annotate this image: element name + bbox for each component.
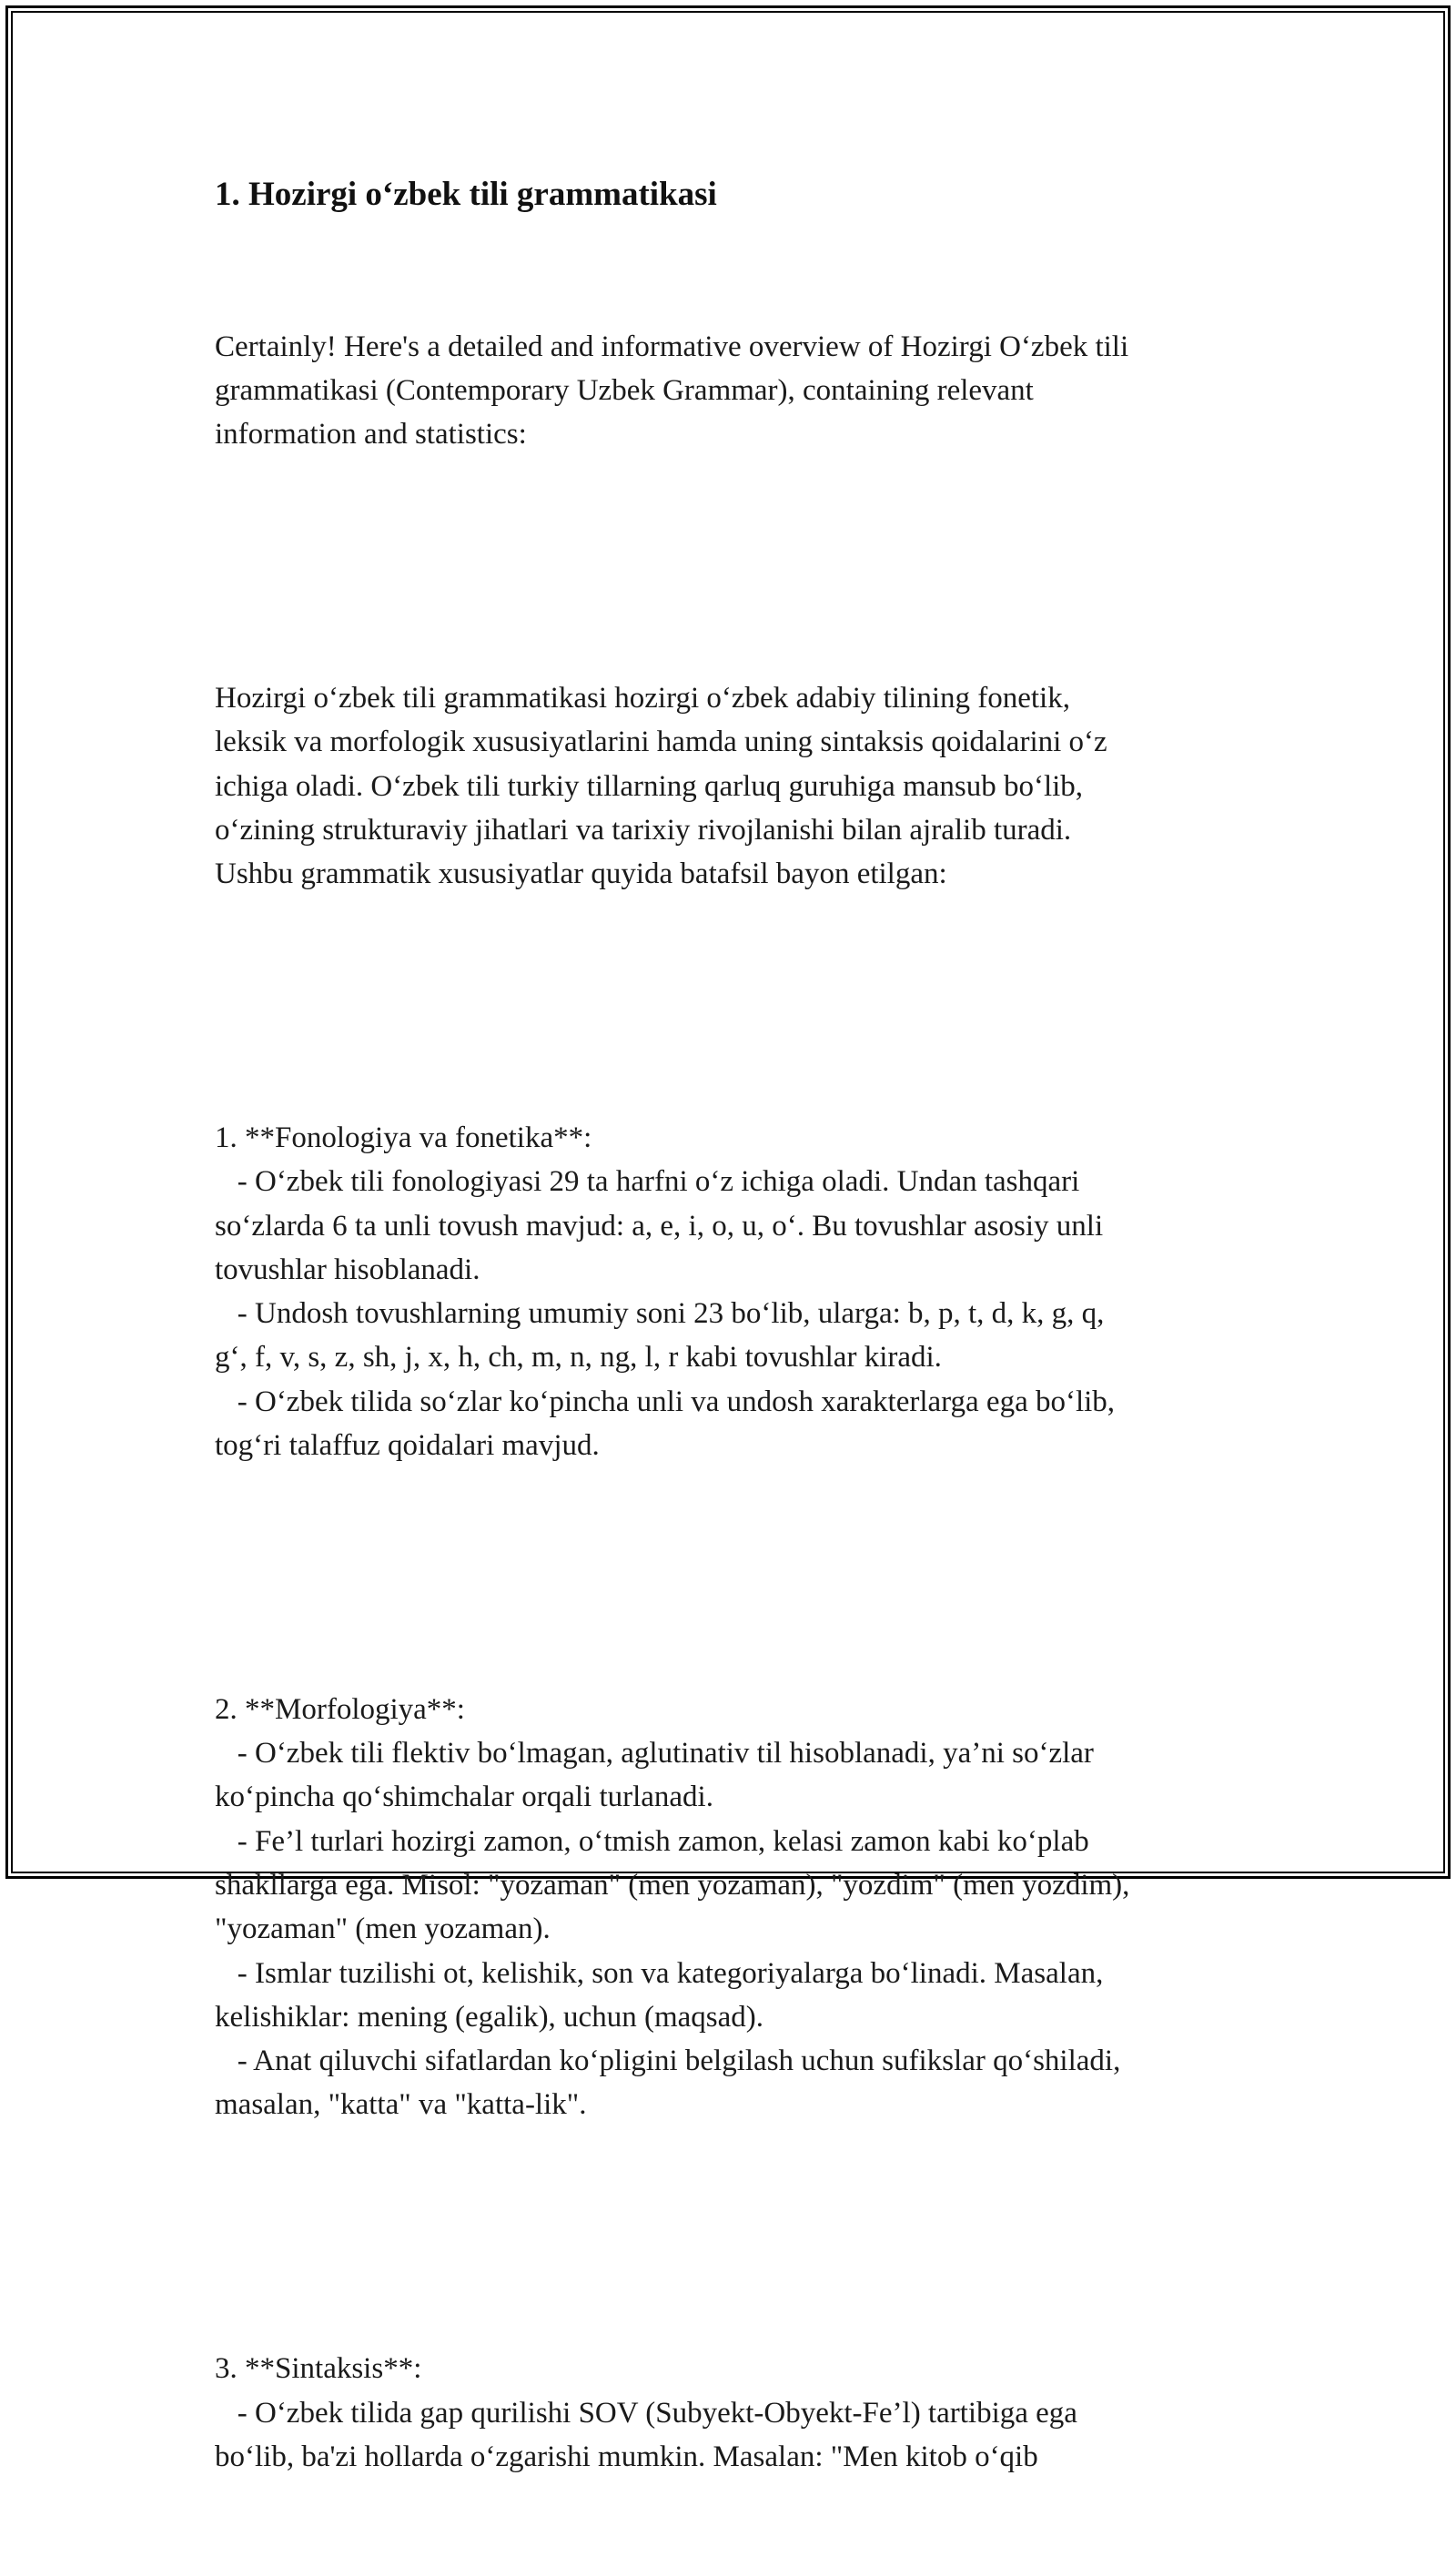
paragraph-gap (215, 1556, 1243, 1599)
intro-line: grammatikasi (Contemporary Uzbek Grammar), containing relevant (215, 373, 1034, 407)
section-line: - O‘zbek tili fonologiyasi 29 ta harfni o‘z ichiga oladi. Undan tashqari (215, 1165, 1080, 1199)
section-line: - O‘zbek tilida so‘zlar ko‘pincha unli va undosh xarakterlarga ega bo‘lib, (215, 1385, 1116, 1418)
section-line: - Fe’l turlari hozirgi zamon, o‘tmish zamon, kelasi zamon kabi ko‘plab (215, 1824, 1089, 1858)
document-title: 1. Hozirgi o‘zbek tili grammatikasi (215, 176, 717, 213)
overview-line: ichiga oladi. O‘zbek tili turkiy tillarning qarluq guruhiga mansub bo‘lib, (215, 769, 1084, 803)
paragraph-gap (215, 544, 1243, 588)
section-line: - Undosh tovushlarning umumiy soni 23 bo‘lib, ularga: b, p, t, d, k, g, q, (215, 1297, 1105, 1331)
section-line: - Anat qiluvchi sifatlardan ko‘pligini belgilash uchun sufikslar qo‘shiladi, (215, 2044, 1121, 2078)
section-line: "yozaman" (men yozaman). (215, 1913, 551, 1946)
section-line: tog‘ri talaffuz qoidalari mavjud. (215, 1429, 600, 1463)
section-fonologiya (215, 1028, 1243, 1556)
section-heading: 2. **Morfologiya**: (215, 1692, 465, 1726)
section-line: - O‘zbek tili flektiv bo‘lmagan, aglutinativ til hisoblanadi, ya’ni so‘zlar (215, 1737, 1094, 1771)
section-morfologiya (215, 1599, 1243, 2215)
overview-line: Ushbu grammatik xususiyatlar quyida batafsil bayon etilgan: (215, 857, 947, 891)
section-line: masalan, "katta" va "katta-lik". (215, 2088, 587, 2122)
section-line: shakllarga ega. Misol: "yozaman" (men yozaman), "yozdim" (men yozdim), (215, 1868, 1130, 1902)
intro-paragraph (215, 237, 1243, 544)
section-line: - O‘zbek tilida gap qurilishi SOV (Subyekt-Obyekt-Fe’l) tartibiga ega (215, 2396, 1077, 2430)
section-line: kelishiklar: mening (egalik), uchun (maqsad). (215, 2000, 763, 2034)
paragraph-gap (215, 984, 1243, 1028)
intro-line: information and statistics: (215, 418, 527, 452)
section-line: tovushlar hisoblanadi. (215, 1253, 480, 1286)
section-line: - Ismlar tuzilishi ot, kelishik, son va kategoriyalarga bo‘linadi. Masalan, (215, 1956, 1104, 1990)
overview-line: leksik va morfologik xususiyatlarini hamda uning sintaksis qoidalarini o‘z (215, 725, 1107, 759)
section-line: so‘zlarda 6 ta unli tovush mavjud: a, e, i, o, u, o‘. Bu tovushlar asosiy unli (215, 1209, 1104, 1243)
overview-line: o‘zining strukturaviy jihatlari va tarixiy rivojlanishi bilan ajralib turadi. (215, 813, 1072, 847)
document-body (215, 173, 1243, 2567)
section-line: bo‘lib, ba'zi hollarda o‘zgarishi mumkin. Masalan: "Men kitob o‘qib (215, 2440, 1038, 2473)
section-line: g‘, f, v, s, z, sh, j, x, h, ch, m, n, ng, l, r kabi tovushlar kiradi. (215, 1341, 942, 1375)
section-heading: 3. **Sintaksis**: (215, 2352, 422, 2386)
section-line: ko‘pincha qo‘shimchalar orqali turlanadi. (215, 1781, 713, 1814)
overview-paragraph (215, 588, 1243, 984)
intro-line: Certainly! Here's a detailed and informative overview of Hozirgi O‘zbek tili (215, 330, 1129, 363)
overview-line: Hozirgi o‘zbek tili grammatikasi hozirgi o‘zbek adabiy tilining fonetik, (215, 681, 1070, 715)
section-heading: 1. **Fonologiya va fonetika**: (215, 1121, 592, 1154)
paragraph-gap (215, 2215, 1243, 2258)
section-sintaksis (215, 2259, 1243, 2567)
